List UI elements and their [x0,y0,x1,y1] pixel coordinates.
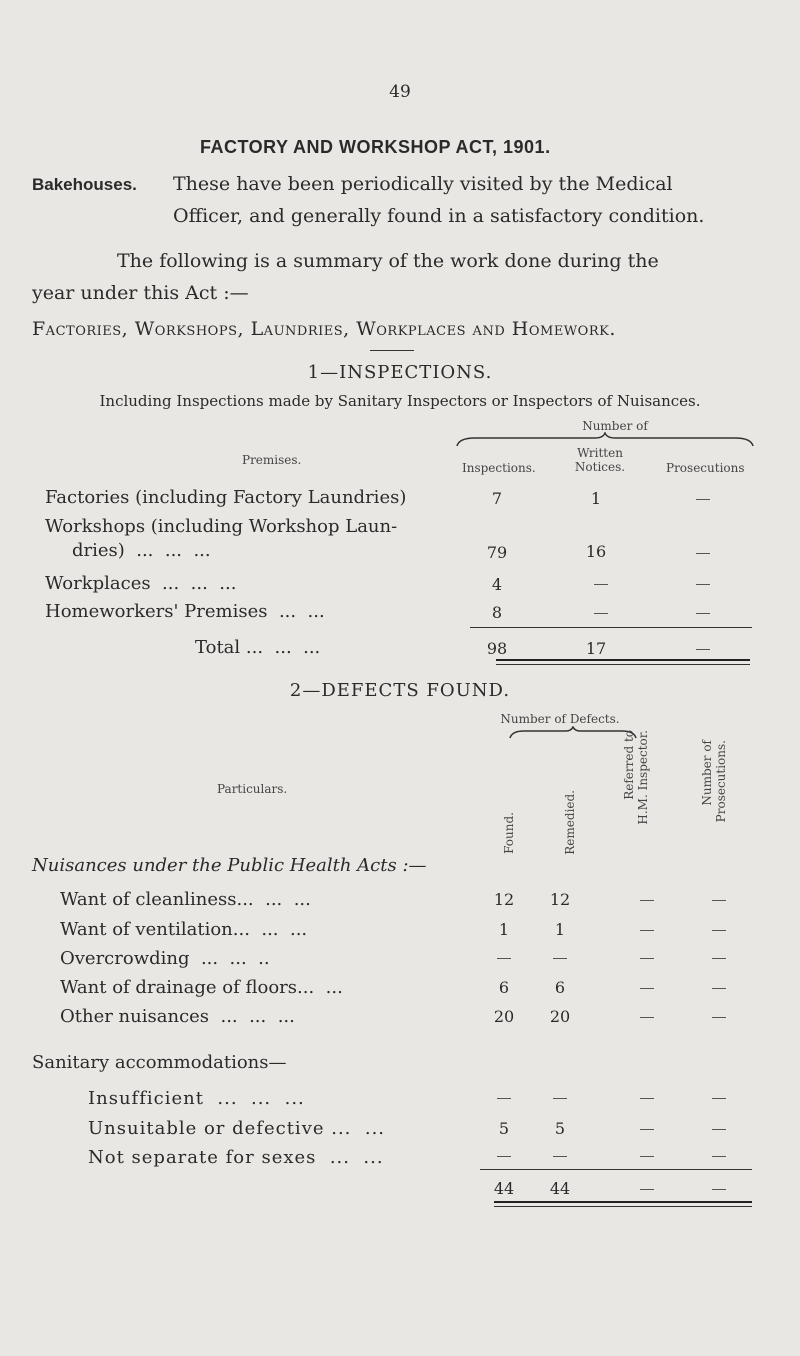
col-premises: Premises. [242,453,302,467]
remedied-value: 5 [554,1119,566,1138]
prosecutions-dash [712,1156,726,1157]
inspections-row-label: Factories (including Factory Laundries) [45,487,407,508]
found-value: 12 [493,890,515,909]
col-prosecutions-line-1: Number of [700,740,714,806]
prosecutions-dash [696,584,710,585]
prosecutions-dash [712,900,726,901]
double-rule [496,659,750,661]
prosecutions-dash [712,1129,726,1130]
total-rule [480,1169,752,1170]
defect-row-label: Unsuitable or defective ... ... [88,1118,386,1139]
inspections-subtitle: Including Inspections made by Sanitary Inspectors or Inspectors of Nuisances. [99,392,701,410]
remedied-value: 6 [554,978,566,997]
referred-dash [640,900,654,901]
col-notices: Notices. [574,460,626,474]
referred-dash [640,1189,654,1190]
referred-dash [640,930,654,931]
prosecutions-dash [696,613,710,614]
inspections-group-header: Number of [582,419,648,433]
divider [370,350,414,351]
inspections-row-label: Workshops (including Workshop Laun- [45,516,398,537]
remedied-value: 12 [549,890,571,909]
found-dash [497,1098,511,1099]
remedied-dash [553,1156,567,1157]
defect-row-label: Overcrowding ... ... .. [60,948,270,969]
inspections-count: 79 [486,543,508,562]
remedied-dash [553,958,567,959]
found-value: 20 [493,1007,515,1026]
inspections-total: 98 [486,639,508,658]
inspections-count: 8 [491,603,503,622]
found-total: 44 [493,1179,515,1198]
found-value: 5 [498,1119,510,1138]
paragraph-1-line-2: Officer, and generally found in a satisfactory condition. [173,205,705,227]
inspections-title: 1—INSPECTIONS. [307,362,493,383]
found-value: 1 [498,920,510,939]
inspections-row-label: Homeworkers' Premises ... ... [45,601,325,622]
inspections-total-label: Total ... ... ... [195,637,321,658]
inspections-count: 4 [491,575,503,594]
remedied-total: 44 [549,1179,571,1198]
defect-row-label: Want of ventilation... ... ... [60,919,308,940]
prosecutions-dash [696,553,710,554]
notices-dash [594,613,608,614]
prosecutions-dash [712,1017,726,1018]
referred-dash [640,1017,654,1018]
sanitary-heading: Sanitary accommodations— [32,1052,287,1073]
col-referred-line-2: H.M. Inspector. [636,730,650,825]
remedied-value: 20 [549,1007,571,1026]
defect-row-label: Other nuisances ... ... ... [60,1006,295,1027]
referred-dash [640,1129,654,1130]
prosecutions-dash [696,499,710,500]
remedied-value: 1 [554,920,566,939]
referred-dash [640,1156,654,1157]
col-inspections: Inspections. [462,461,536,475]
defect-row-label: Want of drainage of floors... ... [60,977,343,998]
notices-count: 16 [585,542,607,561]
notices-count: 1 [590,489,602,508]
inspections-row-label-cont: dries) ... ... ... [72,540,211,561]
notices-total: 17 [585,639,607,658]
defect-row-label: Insufficient ... ... ... [88,1088,305,1109]
inspections-row-label: Workplaces ... ... ... [45,573,237,594]
double-rule [494,1201,752,1203]
prosecutions-dash [712,930,726,931]
prosecutions-dash [712,1189,726,1190]
col-written: Written [577,446,623,460]
paragraph-1-line-1: These have been periodically visited by the Medical [173,173,673,195]
defect-row-label: Not separate for sexes ... ... [88,1147,384,1168]
nuisances-heading: Nuisances under the Public Health Acts :— [32,855,427,876]
prosecutions-dash [712,988,726,989]
double-rule [494,1206,752,1207]
col-prosecutions-line-2: Prosecutions. [714,740,728,823]
found-dash [497,1156,511,1157]
prosecutions-dash [696,649,710,650]
referred-dash [640,1098,654,1099]
col-remedied: Remedied. [563,790,577,855]
prosecutions-dash [712,1098,726,1099]
page-number: 49 [389,82,411,102]
double-rule [496,664,750,665]
notices-dash [594,584,608,585]
paragraph-2-line-1: The following is a summary of the work done during the [117,250,659,272]
found-value: 6 [498,978,510,997]
side-heading-bakehouses: Bakehouses. [32,175,137,194]
section-heading: Factories, Workshops, Laundries, Workplaces and Homework. [32,318,616,340]
brace-icon [508,726,638,740]
col-referred-line-1: Referred to [622,730,636,800]
prosecutions-dash [712,958,726,959]
defect-row-label: Want of cleanliness... ... ... [60,889,311,910]
referred-dash [640,988,654,989]
col-prosecutions: Prosecutions [666,461,745,475]
defects-title: 2—DEFECTS FOUND. [289,680,511,701]
col-found: Found. [502,812,516,854]
inspections-count: 7 [491,489,503,508]
page-title: FACTORY AND WORKSHOP ACT, 1901. [200,137,551,157]
defects-group-header: Number of Defects. [500,712,620,726]
remedied-dash [553,1098,567,1099]
col-particulars: Particulars. [217,782,288,796]
paragraph-2-line-2: year under this Act :— [32,282,249,304]
total-rule [470,627,752,628]
referred-dash [640,958,654,959]
found-dash [497,958,511,959]
